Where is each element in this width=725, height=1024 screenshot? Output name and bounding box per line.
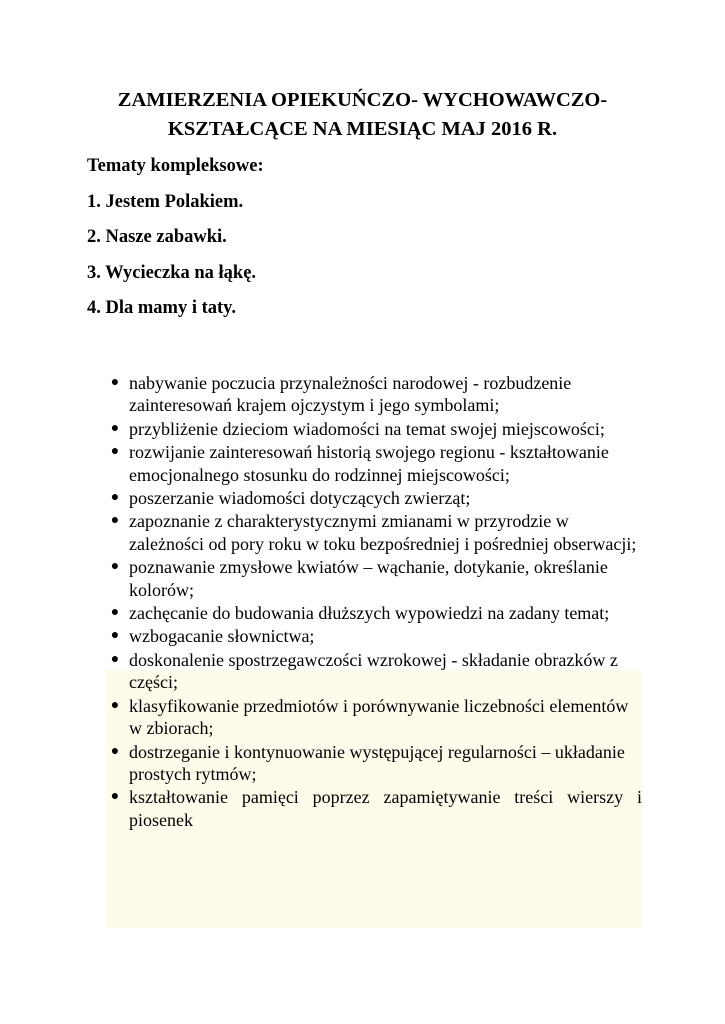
goal-text: rozwijanie zainteresowań historią swojego regionu - kształtowanie emocjonalnego stosunku do rodzinnej miejscowości; [129, 442, 609, 485]
goal-text: doskonalenie spostrzegawczości wzrokowej - składanie obrazków z części; [129, 649, 618, 693]
goal-list-item [106, 786, 642, 831]
title-line-1: ZAMIERZENIA OPIEKUŃCZO- WYCHOWAWCZO- [117, 89, 608, 111]
bullet-icon: ● [110, 743, 120, 759]
bullet-icon: ● [110, 513, 120, 529]
goal-list-item [106, 372, 642, 417]
topics-heading: Tematy kompleksowe: [87, 156, 264, 176]
goal-text: kształtowanie pamięci poprzez zapamiętywanie treści wierszy i piosenek [129, 787, 642, 830]
goals-list [106, 372, 642, 832]
goal-list-item [106, 556, 642, 601]
goal-text: poszerzanie wiadomości dotyczących zwierząt; [129, 488, 471, 509]
goal-list-item [106, 510, 642, 555]
goal-text: klasyfikowanie przedmiotów i porównywanie liczebności elementów w zbiorach; [129, 695, 629, 739]
goal-list-item [106, 441, 642, 486]
goal-text: zapoznanie z charakterystycznymi zmianami w przyrodzie w zależności od pory roku w toku bezpośredniej i pośredniej obserwacji; [129, 511, 637, 554]
topics-section [87, 155, 647, 333]
goal-text: dostrzeganie i kontynuowanie występującej regularności – układanie prostych rytmów; [129, 741, 625, 784]
bullet-icon: ● [110, 375, 120, 390]
bullet-icon: ● [110, 444, 120, 460]
goal-list-item [106, 418, 642, 440]
title-line-2: KSZTAŁCĄCE NA MIESIĄC MAJ 2016 R. [167, 118, 558, 140]
bullet-icon: ● [110, 697, 120, 713]
goal-list-item [106, 741, 642, 786]
goal-text: poznawanie zmysłowe kwiatów – wąchanie, dotykanie, określanie kolorów; [129, 557, 608, 600]
bullet-icon: ● [110, 490, 120, 506]
goal-list-item [106, 625, 642, 647]
goal-list-item [106, 649, 642, 694]
goal-text: wzbogacanie słownictwa; [129, 626, 315, 647]
bullet-icon: ● [110, 789, 120, 805]
bullet-icon: ● [110, 420, 120, 436]
bullet-icon: ● [110, 605, 120, 621]
document-title [60, 86, 665, 144]
bullet-icon: ● [110, 651, 120, 667]
goal-text: zachęcanie do budowania dłuższych wypowiedzi na zadany temat; [129, 603, 610, 624]
topic-item: 1. Jestem Polakiem. [87, 191, 244, 212]
goal-list-item [106, 602, 642, 624]
goal-text: nabywanie poczucia przynależności narodowej - rozbudzenie zainteresowań krajem ojczystym i jego symbolami; [129, 373, 572, 416]
topic-item: 3. Wycieczka na łąkę. [87, 262, 257, 283]
topic-item: 4. Dla mamy i taty. [87, 298, 237, 318]
goal-list-item [106, 487, 642, 509]
goal-list-item [106, 695, 642, 740]
goal-text: przybliżenie dzieciom wiadomości na temat swojej miejscowości; [129, 418, 605, 439]
bullet-icon: ● [110, 628, 120, 644]
topic-item: 2. Nasze zabawki. [87, 227, 227, 247]
bullet-icon: ● [110, 559, 120, 575]
